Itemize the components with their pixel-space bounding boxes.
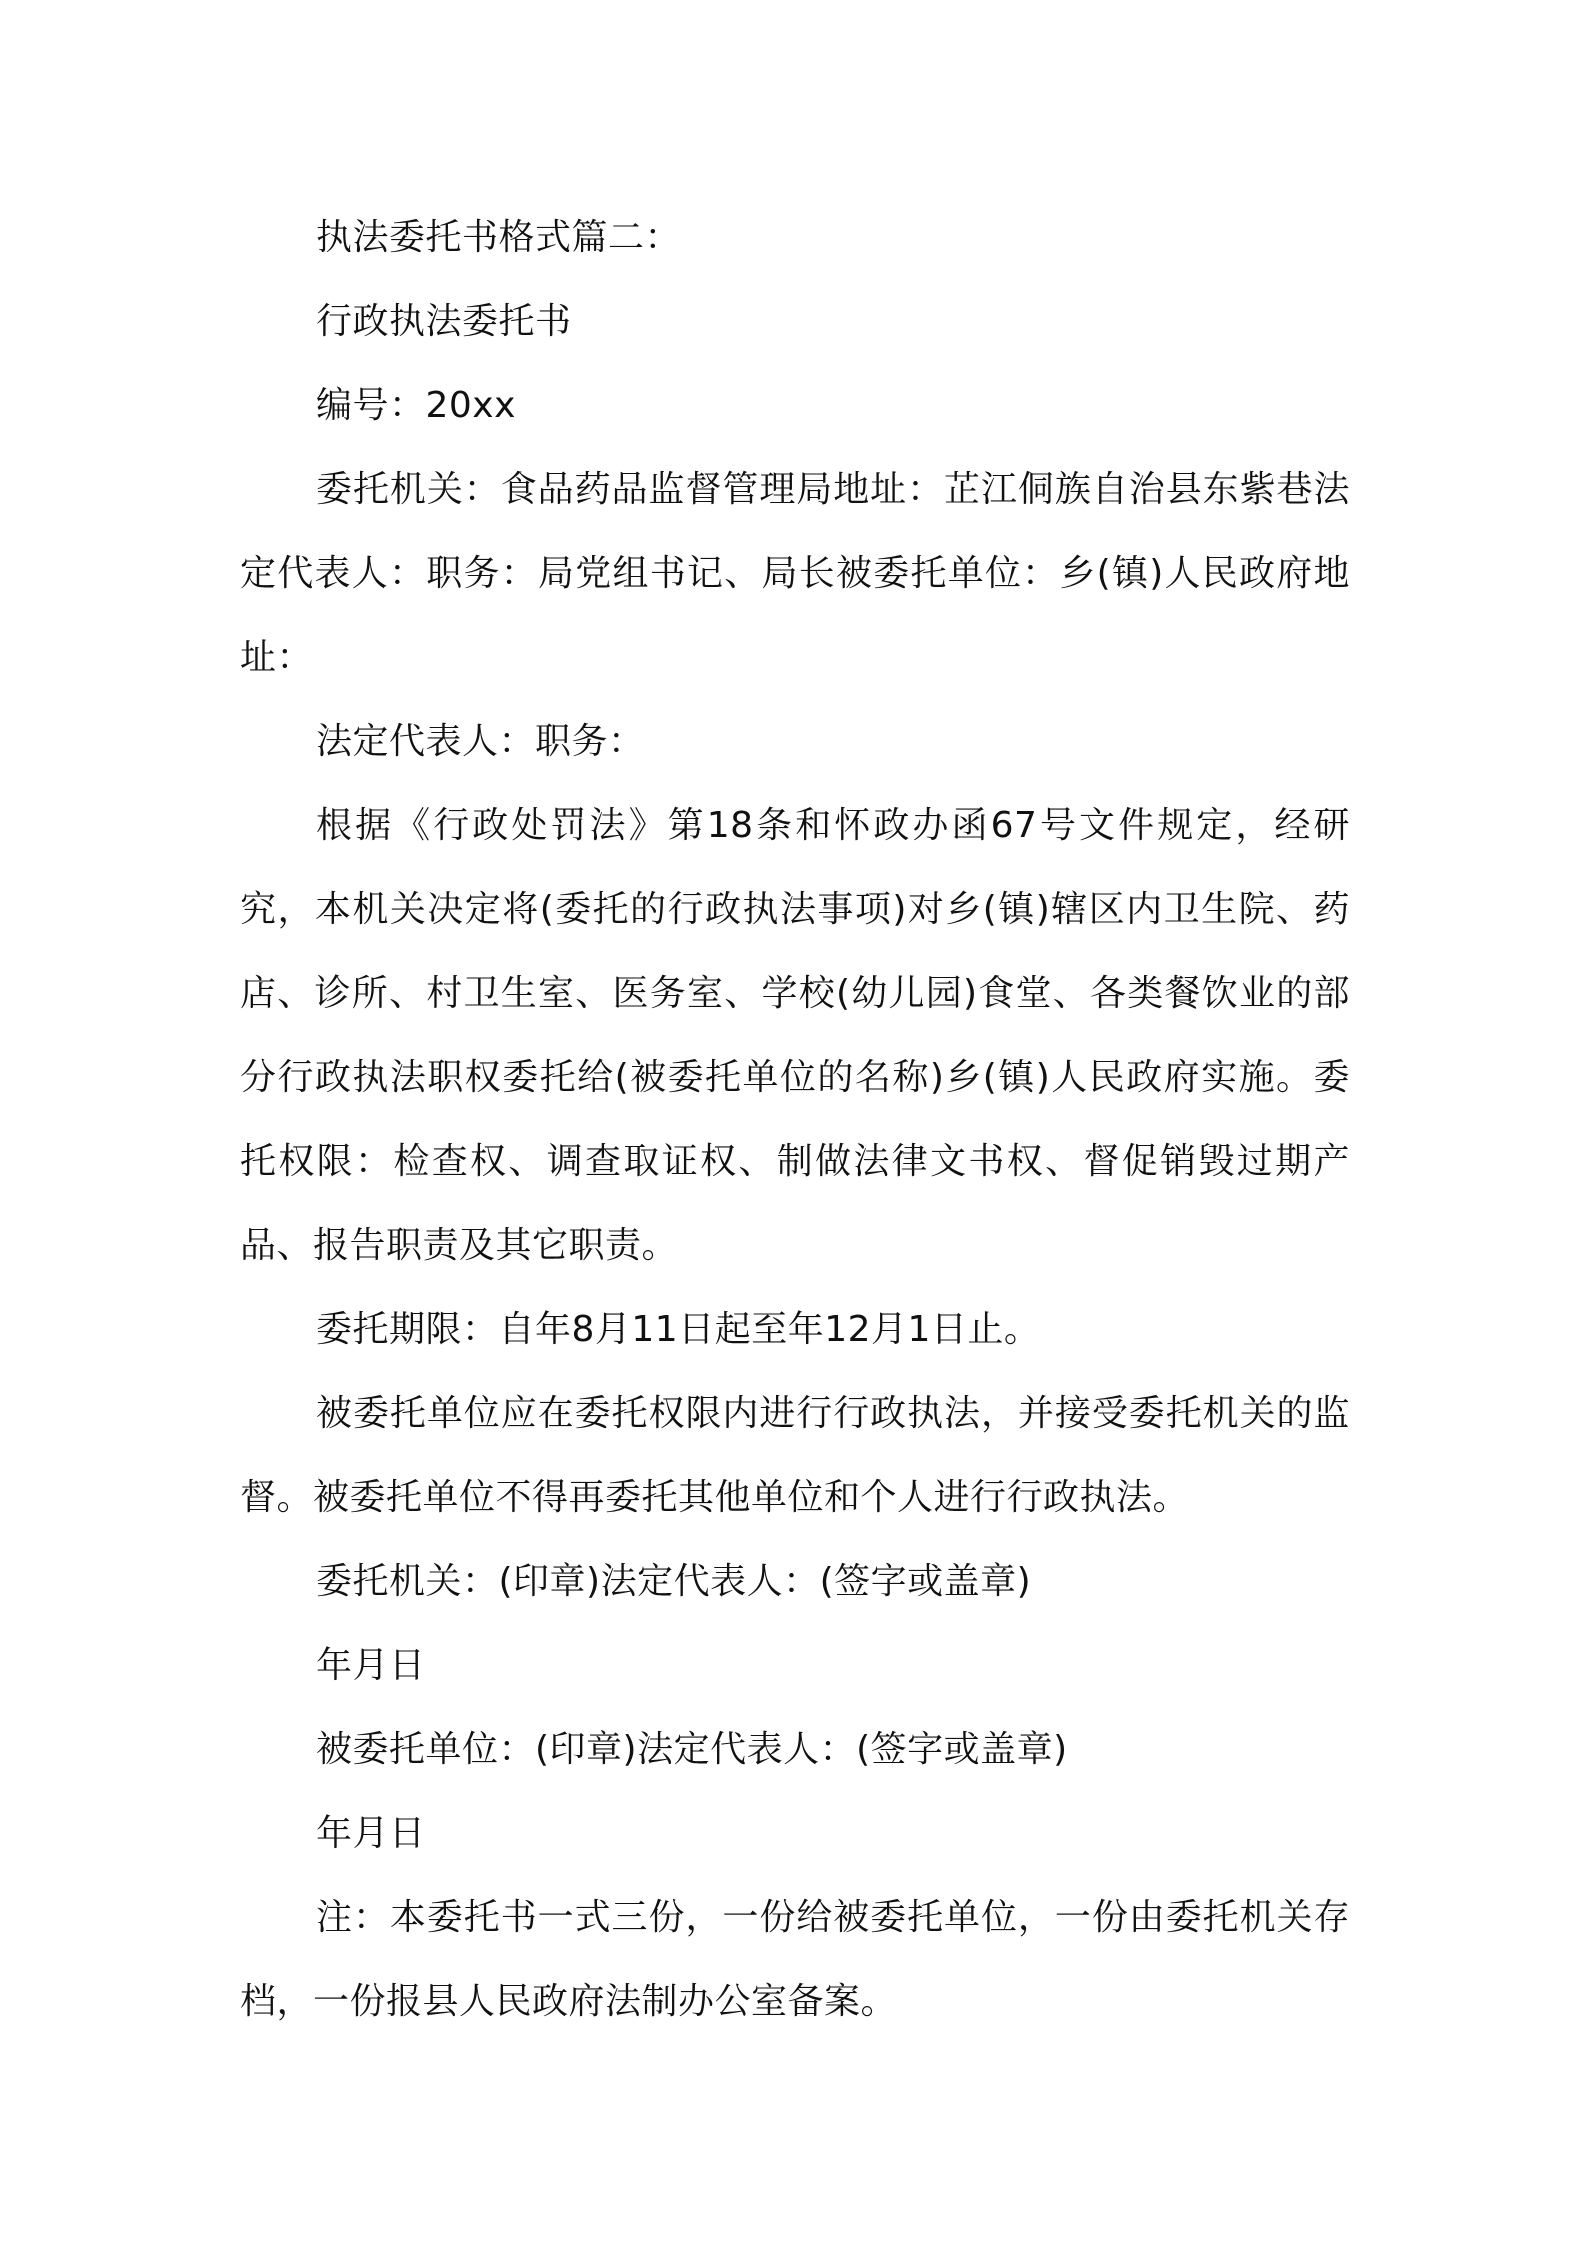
document-number: 编号：20xx [316, 385, 516, 426]
document-note: 注：本委托书一式三份，一份给被委托单位，一份由委托机关存档，一份报县人民政府法制办公室备案。 [240, 1897, 1350, 2022]
document-title: 行政执法委托书 [316, 301, 572, 342]
principal-date-line: 年月日 [316, 1645, 426, 1686]
principal-signature-line: 委托机关：(印章)法定代表人：(签字或盖章) [316, 1561, 1032, 1602]
section-heading: 执法委托书格式篇二： [316, 217, 682, 258]
delegation-period: 委托期限：自年8月11日起至年12月1日止。 [316, 1309, 1041, 1350]
delegate-obligations: 被委托单位应在委托权限内进行行政执法，并接受委托机关的监督。被委托单位不得再委托其他单位和个人进行行政执法。 [240, 1393, 1350, 1518]
delegation-basis: 根据《行政处罚法》第18条和怀政办函67号文件规定，经研究，本机关决定将(委托的行政执法事项)对乡(镇)辖区内卫生院、药店、诊所、村卫生室、医务室、学校(幼儿园)食堂、各类餐饮业的部分行政执法职权委托给(被委托单位的名称)乡(镇)人民政府实施。委托权限：检查权、调查取证权、制做法律文书权、督促销毁过期产品、报告职责及其它职责。 [240, 805, 1350, 1266]
document-body [240, 196, 1350, 2044]
principal-info: 委托机关：食品药品监督管理局地址：芷江侗族自治县东紫巷法定代表人：职务：局党组书记、局长被委托单位：乡(镇)人民政府地址： [240, 469, 1350, 678]
legal-representative-line: 法定代表人：职务： [316, 721, 645, 762]
delegate-date-line: 年月日 [316, 1813, 426, 1854]
delegate-signature-line: 被委托单位：(印章)法定代表人：(签字或盖章) [316, 1729, 1068, 1770]
